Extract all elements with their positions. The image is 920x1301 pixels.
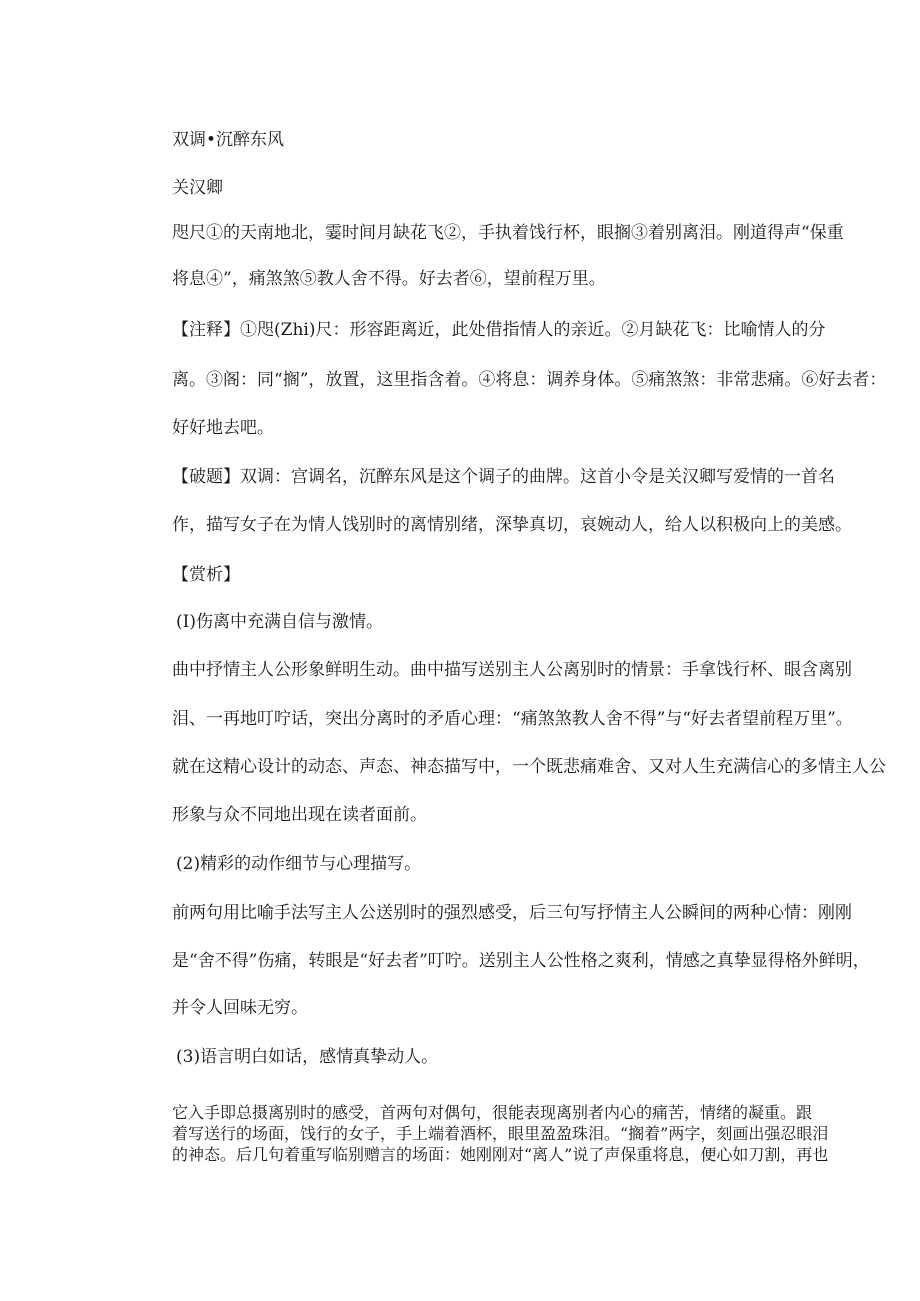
section1-body-line-2: 泪、一再地叮咛话，突出分离时的矛盾心理：“痛煞煞教人舍不得”与“好去者望前程万里”。 — [172, 709, 853, 729]
notes-line-3: 好好地去吧。 — [172, 418, 274, 438]
poem-author: 关汉卿 — [172, 178, 223, 198]
section2-heading: (2)精彩的动作细节与心理描写。 — [176, 854, 422, 874]
pojie-line-2: 作，描写女子在为情人饯别时的离情别绪，深挚真切，哀婉动人，给人以积极向上的美感。 — [172, 515, 852, 535]
section3-heading: (3)语言明白如话，感情真挚动人。 — [176, 1047, 439, 1067]
section1-body-line-1: 曲中抒情主人公形象鲜明生动。曲中描写送别主人公离别时的情景：手拿饯行杯、眼含离别 — [172, 660, 852, 680]
poem-line-2: 将息④”，痛煞煞⑤教人舍不得。好去者⑥，望前程万里。 — [172, 269, 606, 289]
notes-line-1: 【注释】①咫(Zhi)尺：形容距离近，此处借指情人的亲近。②月缺花飞：比喻情人的分 — [172, 320, 826, 340]
poem-title: 双调•沉醉东风 — [172, 130, 285, 150]
section3-body-line-3: 的神态。后几句着重写临别赠言的场面：她刚刚对“离人”说了声保重将息，便心如刀割，再也 — [172, 1145, 829, 1164]
section1-body-line-4: 形象与众不同地出现在读者面前。 — [172, 805, 427, 825]
section1-heading: (I)伤离中充满自信与激情。 — [176, 612, 383, 632]
section3-body-line-2: 着写送行的场面，饯行的女子，手上端着酒杯，眼里盈盈珠泪。“搁着”两字，刻画出强忍眼泪 — [172, 1124, 829, 1143]
appreciation-heading: 【赏析】 — [172, 565, 240, 585]
section3-body-line-1: 它入手即总摄离别时的感受，首两句对偶句，很能表现离别者内心的痛苦，情绪的凝重。跟 — [172, 1103, 813, 1122]
pojie-line-1: 【破题】双调：宫调名，沉醉东风是这个调子的曲牌。这首小令是关汉卿写爱情的一首名 — [172, 467, 835, 487]
poem-line-1: 咫尺①的天南地北，霎时间月缺花飞②，手执着饯行杯，眼搁③着别离泪。刚道得声“保重 — [172, 223, 844, 243]
notes-line-2: 离。③阁：同“搁”，放置，这里指含着。④将息：调养身体。⑤痛煞煞：非常悲痛。⑥好去者： — [172, 370, 887, 390]
section2-body-line-1: 前两句用比喻手法写主人公送别时的强烈感受，后三句写抒情主人公瞬间的两种心情：刚刚 — [172, 903, 852, 923]
section2-body-line-3: 并令人回味无穷。 — [172, 998, 308, 1018]
section2-body-line-2: 是“舍不得”伤痛，转眼是“好去者”叮咛。送别主人公性格之爽利，情感之真挚显得格外鲜明， — [172, 951, 870, 971]
section1-body-line-3: 就在这精心设计的动态、声态、神态描写中，一个既悲痛难舍、又对人生充满信心的多情主人公 — [172, 757, 886, 777]
